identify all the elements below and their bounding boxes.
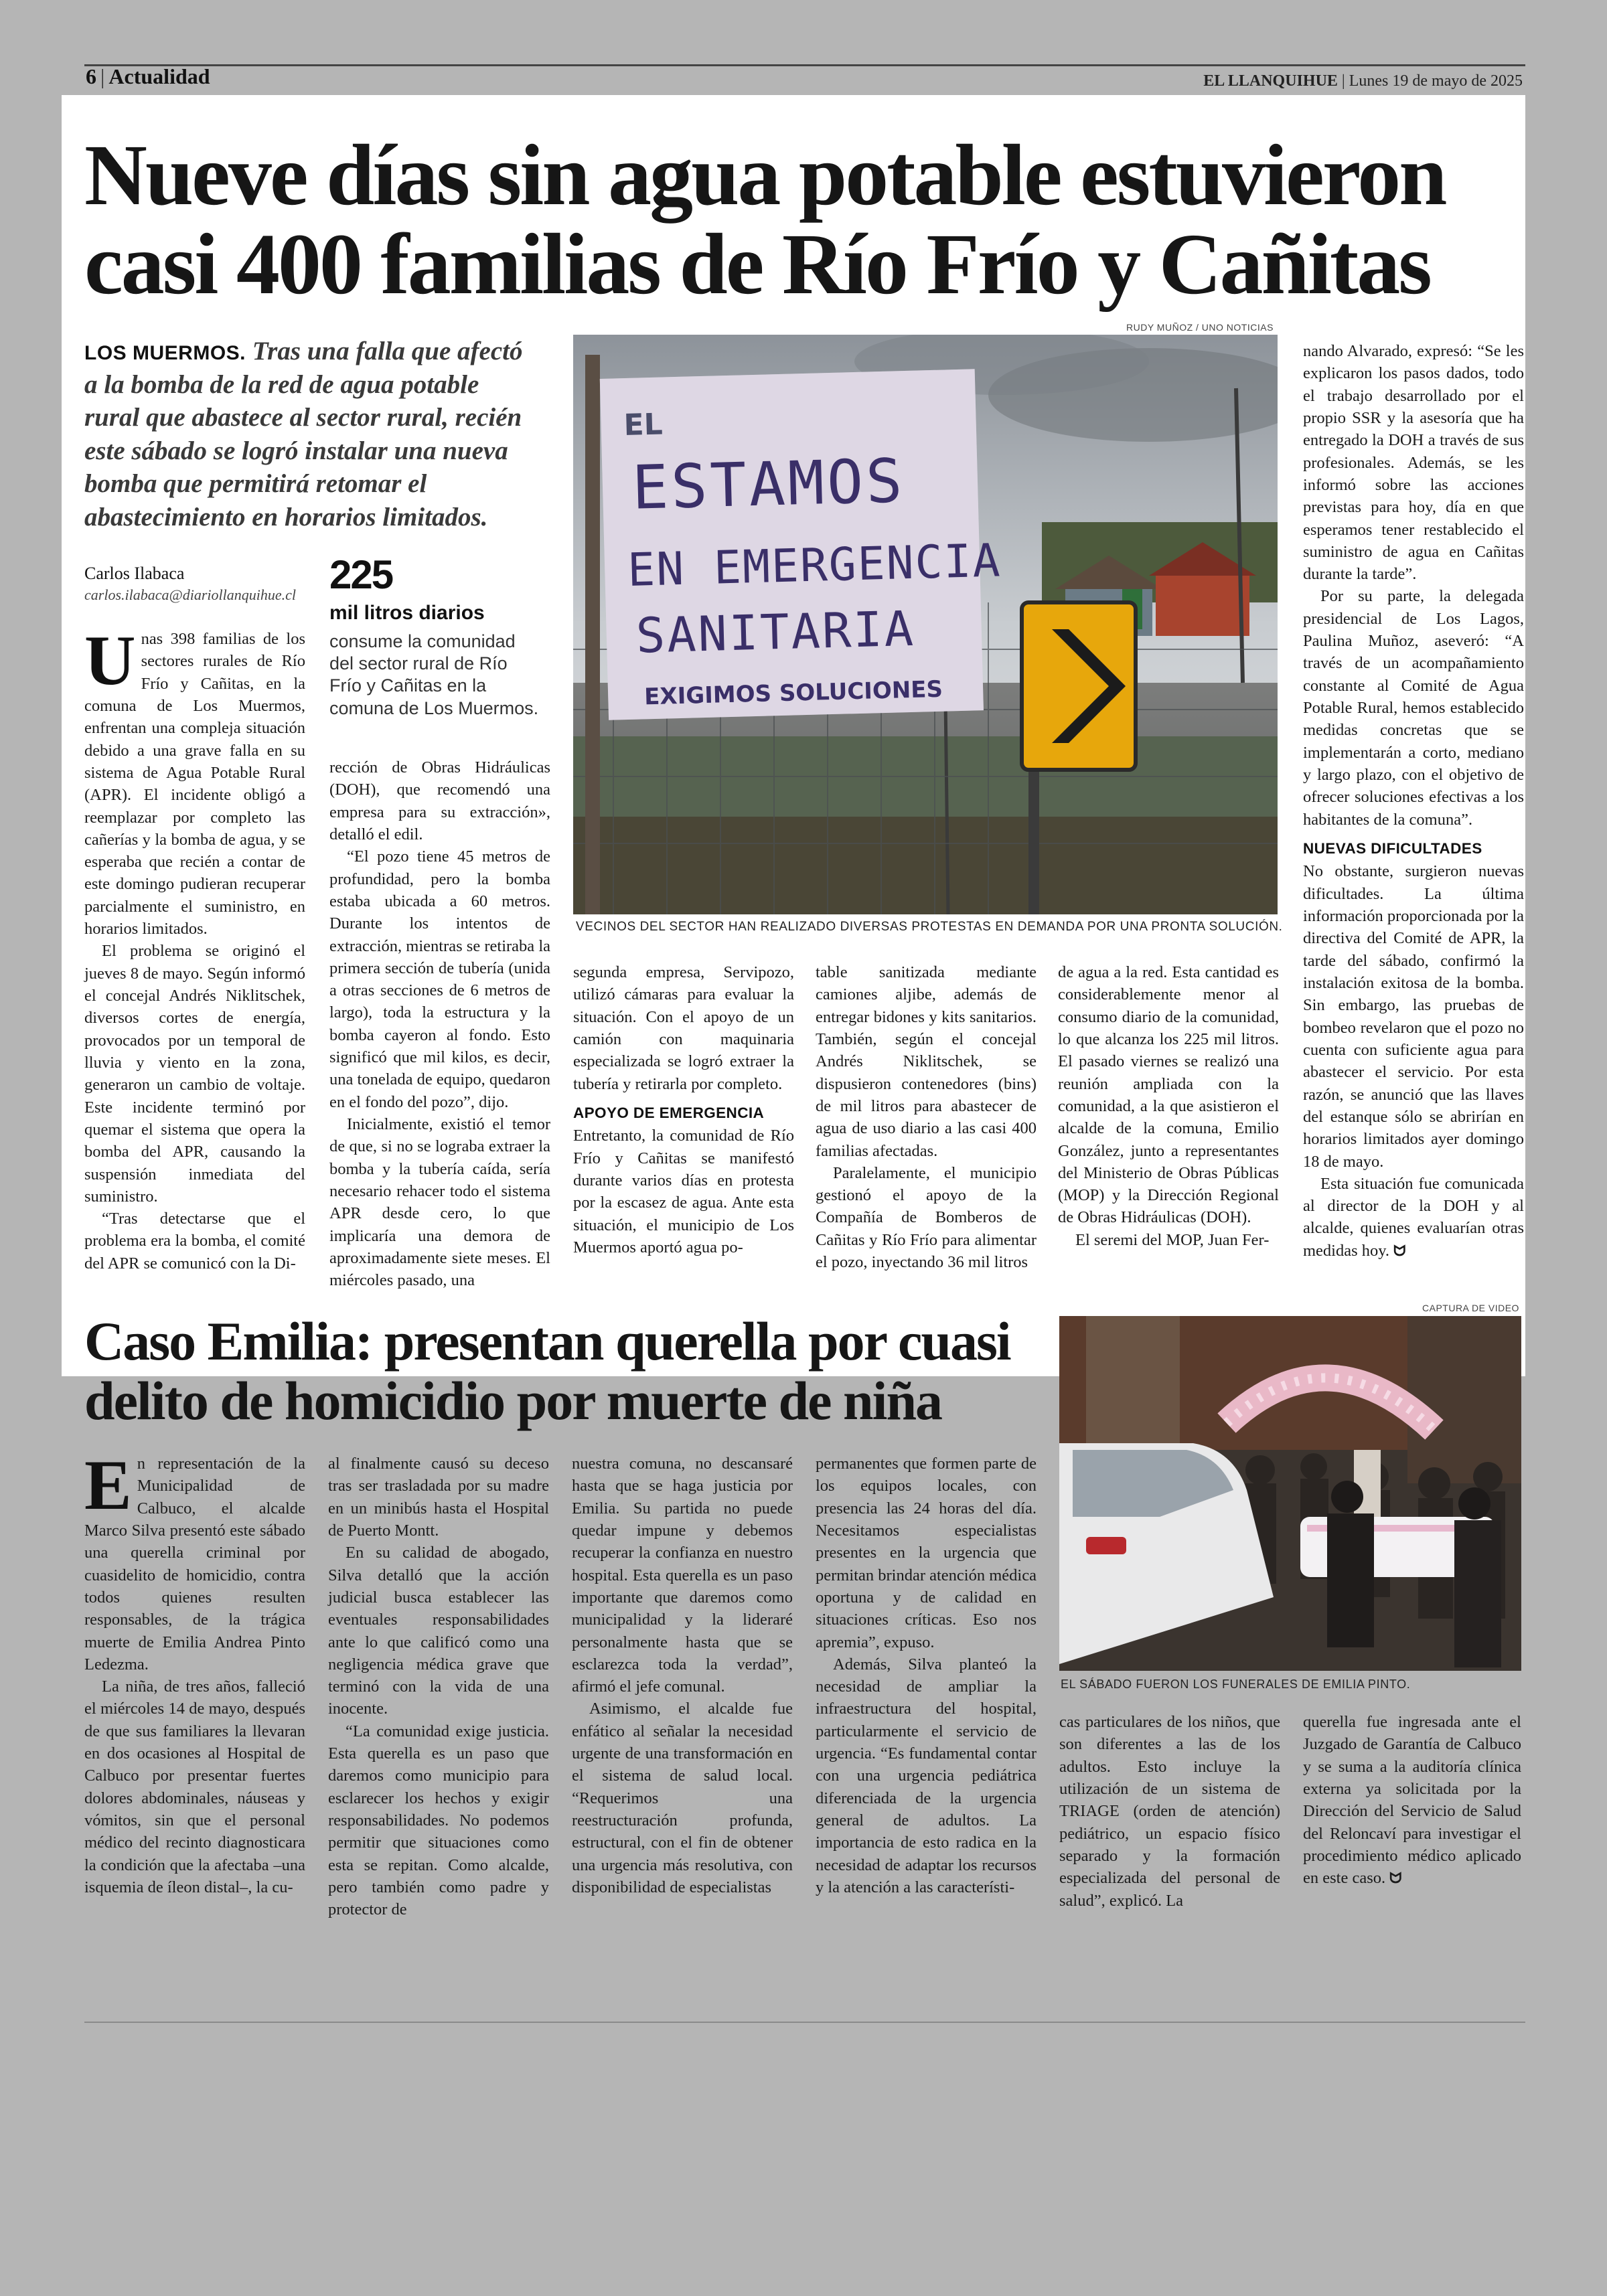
a1-c1-p3: “Tras detectarse que el problema era la bomba, el comité del APR se comunicó con la Di-: [84, 1210, 305, 1273]
article2-column-5: [1059, 1711, 1280, 1912]
a1-c3-p1: segunda empresa, Servipozo, utilizó cámaras para evaluar la situación. Con el apoyo de un camión con maquinaria especializada se logró extraer la tubería y retirarla por completo.: [573, 963, 794, 1093]
sign-line-3: SANITARIA: [635, 600, 916, 664]
a2-c2-p1: al finalmente causó su deceso tras ser trasladada por su madre en un minibús hasta el Hospital de Puerto Montt.: [328, 1455, 549, 1540]
fact-text: consume la comunidad del sector rural de Río Frío y Cañitas en la comuna de Los Muermos.: [329, 631, 539, 718]
a2-c2-p3: “La comunidad exige justicia. Esta querella es un paso que daremos como municipio para esclarecer los hechos y exigir responsabilidades. No podemos permitir que situaciones como esta se repitan. Como alcalde, pero también como padre y protector de: [328, 1722, 549, 1919]
a1-c6-p3: No obstante, surgieron nuevas dificultades. La última información proporcionada por la directiva del Comité de APR, la tarde del sábado, confirmó la instalación exitosa de la bomba. Sin embargo, las pruebas de bombeo revelaron que el pozo no cuenta con suficiente agua para abastecer el servicio. Por esta razón, se anunció que las llaves del estanque sólo se abrirían en horarios limitados ayer domingo 18 de mayo.: [1303, 862, 1524, 1171]
a1-c6-p4: Esta situación fue comunicada al director de la DOH y al alcalde, quienes evaluarían otras medidas hoy. ᗢ: [1303, 1174, 1524, 1260]
a2-c3-p2: Asimismo, el alcalde fue enfático al señalar la necesidad urgente de una transformación en el sistema de salud local. “Requerimos una reestructuración profunda, estructural, con el fin de obtener una urgencia más resolutiva, con disponibilidad de especialistas: [572, 1700, 793, 1896]
a1-c4-p1: table sanitizada mediante camiones aljibe, además de entregar bidones y kits sanitarios. También, según el concejal Andrés Niklitschek, se dispusieron contenedores (bins) de mil litros para abastecer de agua de uso diario a las casi 400 familias afectadas.: [816, 963, 1037, 1160]
svg-text:EL: EL: [623, 407, 664, 443]
a2-c6-p1: querella fue ingresada ante el Juzgado de Garantía de Calbuco y se suma a la auditoría clínica externa ya solicitada por la Dirección del Servicio de Salud del Reloncaví para investigar el procedimiento médico aplicado en este caso. ᗢ: [1303, 1713, 1521, 1888]
article2-headline: Caso Emilia: presentan querella por cuasi delito de homicidio por muerte de niña: [84, 1311, 1010, 1431]
a1-subhead-dificultades: NUEVAS DIFICULTADES: [1303, 839, 1482, 857]
a1-c5-p1: de agua a la red. Esta cantidad es considerablemente menor al consumo diario de la comunidad, lo que alcanza los 225 mil litros. El pasado viernes se realizó una reunión ampliada con la comunidad, a la que asistieron el alcalde de la comuna, Emilio González, junto a representantes del Ministerio de Obras Públicas (MOP) y la Dirección Regional de Obras Hidráulicas (DOH).: [1058, 963, 1279, 1227]
a2-c4-p1: permanentes que formen parte de los equipos locales, con presencia las 24 horas del día. Necesitamos especialistas presentes en la urgencia que permitan brindar atención médica oportuna y de calidad en situaciones críticas. Eso nos apremia”, expuso.: [816, 1455, 1037, 1651]
article2-photo-credit: CAPTURA DE VIDEO: [1422, 1303, 1519, 1313]
a1-c1-p2: El problema se originó el jueves 8 de mayo. Según informó el concejal Andrés Niklitschek, diversos cortes de energía, provocados por un temporal de lluvia y viento en la zona, generaron un cambio de voltaje. Este incidente terminó por quemar el sistema que opera la bomba del APR, causando la suspensión inmediata del suministro.: [84, 942, 305, 1206]
article1-column-5: [1058, 961, 1279, 1251]
article2-column-2: [328, 1453, 549, 1921]
a1-c3-p2: Entretanto, la comunidad de Río Frío y Cañitas se manifestó durante varios días en protesta por la escasez de agua. Ante esta situación, el municipio de Los Muermos aportó agua po-: [573, 1127, 794, 1257]
a2-c5-p1: cas particulares de los niños, que son diferentes a las de los adultos. Esto incluye la utilización de un sistema de TRIAGE (orden de atención) pediátrico, un espacio físico separado y la formación especializada del personal de salud”, explicó. La: [1059, 1713, 1280, 1910]
article1-column-4: [816, 961, 1037, 1273]
section-name: Actualidad: [108, 64, 210, 88]
article1-author: Carlos Ilabaca: [84, 564, 185, 583]
article1-column-6: [1303, 340, 1524, 1262]
a1-c5-p2: El seremi del MOP, Juan Fer-: [1075, 1230, 1270, 1249]
bottom-rule: [84, 2022, 1525, 2023]
article1-photo: [573, 335, 1278, 914]
end-mark-icon-2: ᗢ: [1389, 1870, 1402, 1887]
page-folio: 6 | Actualidad: [86, 64, 210, 88]
article1-lead-text: Tras una falla que afectó a la bomba de la red de agua potable rural que abastece al sector rural, recién este sábado se logró instalar una nueva bomba que permitirá retomar el abastecimiento en horarios limitados.: [84, 337, 523, 531]
page-number: 6: [86, 64, 96, 88]
article2-column-3: [572, 1453, 793, 1898]
article1-column-2: [329, 756, 550, 1292]
article1-author-email[interactable]: carlos.ilabaca@diariollanquihue.cl: [84, 586, 296, 603]
a2-c4-p2: Además, Silva planteó la necesidad de ampliar la infraestructura del hospital, particularmente el servicio de urgencia. “Es fundamental contar con una urgencia pediátrica diferenciada de la urgencia general de adultos. La importancia de esto radica en la necesidad de adaptar los recursos y la atención a las característi-: [816, 1655, 1037, 1896]
a2-c3-p1: nuestra comuna, no descansaré hasta que se haga justicia por Emilia. Su partida no puede quedar impune y debemos recuperar la confianza en nuestro hospital. Esta querella es un paso importante que daremos como municipalidad y la lideraré personalmente hasta que se esclarezca toda la verdad”, afirmó el jefe comunal.: [572, 1455, 793, 1696]
issue-date: Lunes 19 de mayo de 2025: [1349, 72, 1523, 90]
article2-photo-caption: EL SÁBADO FUERON LOS FUNERALES DE EMILIA PINTO.: [1061, 1677, 1411, 1691]
protest-sign-photo: [573, 335, 1278, 914]
article2-column-1: [84, 1446, 305, 1898]
article1-photo-caption: VECINOS DEL SECTOR HAN REALIZADO DIVERSAS PROTESTAS EN DEMANDA POR UNA PRONTA SOLUCIÓN.: [576, 920, 1283, 934]
a2-c2-p2: En su calidad de abogado, Silva detalló que la acción judicial busca establecer las eventuales responsabilidades ante lo que calificó como una negligencia médica grave que terminó con la vida de una inocente.: [328, 1544, 549, 1718]
article1-dateline-place: LOS MUERMOS.: [84, 342, 246, 364]
a1-c6-p2: Por su parte, la delegada presidencial de Los Lagos, Paulina Muñoz, aseveró: “A través de un acompañamiento constante al Comité de Agua Potable Rural, hemos establecido medidas concretas que se implementarán a corto, mediano y largo plazo, con el objetivo de ofrecer soluciones efectivas a los habitantes de la comuna”.: [1303, 587, 1524, 829]
article1-lead: [84, 335, 540, 534]
a2-c1-p2: La niña, de tres años, falleció el miércoles 14 de mayo, después de que sus familiares la llevaran en dos ocasiones al Hospital de Calbuco por presentar fuertes dolores abdominales, náuseas y vómitos, sin que el personal médico del recinto diagnosticara la condición que la afectaba –una isquemia de íleon distal–, la cu-: [84, 1677, 305, 1896]
a2-c1-p1: En representación de la Municipalidad de Calbuco, el alcalde Marco Silva presentó este sábado una querella criminal por cuasidelito de homicidio, contra todos quienes resulten responsables, de la trágica muerte de Emilia Andrea Pinto Ledezma.: [84, 1446, 305, 1673]
a2-dropcap: E: [84, 1446, 132, 1524]
a1-dropcap: U: [84, 621, 136, 700]
sign-line-4: EXIGIMOS SOLUCIONES: [643, 675, 943, 711]
masthead-dateline: EL LLANQUIHUE | Lunes 19 de mayo de 2025: [1203, 72, 1523, 90]
fact-label: mil litros diarios: [329, 602, 485, 624]
a1-c6-p1: nando Alvarado, expresó: “Se les explicaron los pasos dados, todo el trabajo desarrollado por el propio SSR y la asesoría que ha entregado la DOH a través de sus profesionales. Además, se les informó sobre las acciones previstas para hoy, día en que esperamos tener restablecido el suministro de agua en Cañitas durante la tarde”.: [1303, 342, 1524, 584]
article2-column-6: [1303, 1711, 1521, 1890]
a1-c2-p2: “El pozo tiene 45 metros de profundidad, pero la bomba estaba ubicada a 60 metros. Durante los intentos de extracción, mientras se retiraba la primera sección de tubería (unida a otras secciones de 6 metros de largo), toda la estructura y la bomba cayeron al fondo. Esto significó que mil kilos, es decir, una tonelada de equipo, quedaron en el fondo del pozo”, dijo.: [329, 847, 550, 1111]
paper-name: EL LLANQUIHUE: [1203, 72, 1338, 90]
a1-c2-p3: Inicialmente, existió el temor de que, si no se lograba extraer la bomba y la tubería caída, sería necesario rehacer todo el sistema APR desde cero, lo que implicaría una demora de aproximadamente siete meses. El miércoles pasado, una: [329, 1115, 550, 1290]
sign-line-2: EN EMERGENCIA: [627, 534, 1002, 597]
article1-column-1: [84, 621, 305, 1275]
a1-subhead-apoyo: APOYO DE EMERGENCIA: [573, 1104, 765, 1121]
a1-c2-p1: rección de Obras Hidráulicas (DOH), que recomendó una empresa para su extracción», detalló el edil.: [329, 758, 550, 843]
a1-c1-p1: Unas 398 familias de los sectores rurales de Río Frío y Cañitas, en la comuna de Los Muermos, enfrentan una compleja situación debido a una grave falla en su sistema de Agua Potable Rural (APR). El incidente obligó a reemplazar por completo las cañerías y la bomba de agua, y se esperaba que recién a contar de este domingo pudieran recuperar parcialmente el suministro, en horarios limitados.: [84, 621, 305, 938]
top-rule: [84, 64, 1525, 66]
article1-photo-credit: RUDY MUÑOZ / UNO NOTICIAS: [1126, 322, 1274, 333]
article1-headline: Nueve días sin agua potable estuvieron casi 400 familias de Río Frío y Cañitas: [84, 127, 1446, 313]
end-mark-icon: ᗢ: [1393, 1242, 1406, 1259]
funeral-photo: [1059, 1316, 1521, 1671]
fact-number: 225: [329, 552, 393, 597]
article2-column-4: [816, 1453, 1037, 1898]
sign-line-1: ESTAMOS: [631, 446, 906, 523]
a1-c4-p2: Paralelamente, el municipio gestionó el apoyo de la Compañía de Bomberos de Cañitas y Río Frío para alimentar el pozo, inyectando 36 mil litros: [816, 1163, 1037, 1272]
article1-column-3: [573, 961, 794, 1258]
article2-photo: [1059, 1316, 1521, 1671]
